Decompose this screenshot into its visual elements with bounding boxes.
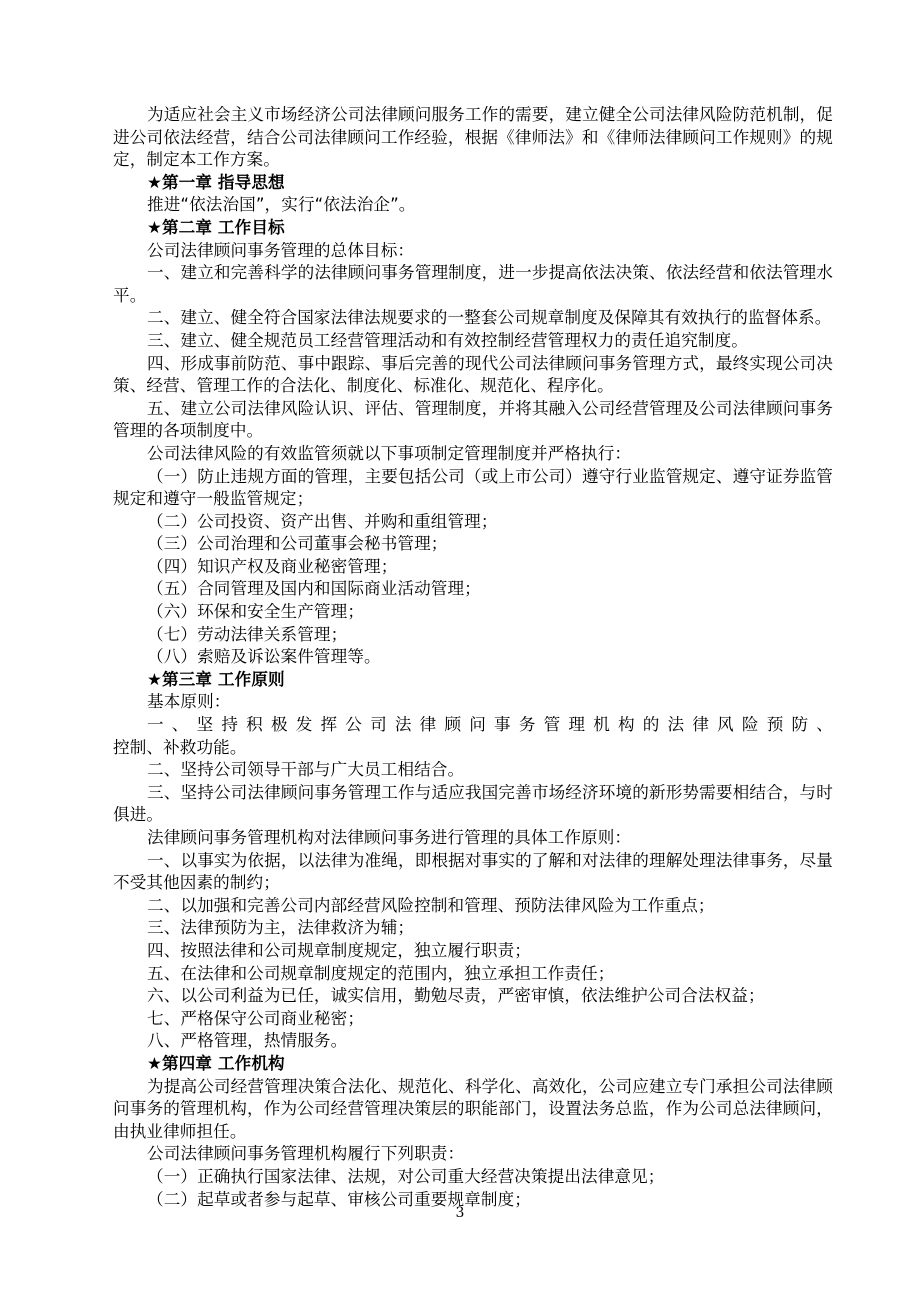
paragraph: 公司法律风险的有效监管须就以下事项制定管理制度并严格执行： — [147, 443, 632, 463]
chapter-heading: ★第三章 工作原则 — [147, 669, 285, 689]
paragraph: 二、以加强和完善公司内部经营风险控制和管理、预防法律风险为工作重点； — [147, 895, 715, 915]
chapter-heading: ★第二章 工作目标 — [147, 217, 285, 237]
paragraph: （一）防止违规方面的管理，主要包括公司（或上市公司）遵守行业监管规定、遵守证券监管规定和遵守一般监管规定； — [113, 466, 833, 509]
paragraph: 公司法律顾问事务管理机构履行下列职责： — [147, 1144, 465, 1164]
paragraph: 为提高公司经营管理决策合法化、规范化、科学化、高效化，公司应建立专门承担公司法律顾问事务的管理机构，作为公司经营管理决策层的职能部门，设置法务总监，作为公司总法律顾问，由执业律师担任。 — [113, 1076, 833, 1141]
paragraph: （四）知识产权及商业秘密管理； — [147, 556, 398, 576]
paragraph: 为适应社会主义市场经济公司法律顾问服务工作的需要，建立健全公司法律风险防范机制，促进公司依法经营，结合公司法律顾问工作经验，根据《律师法》和《律师法律顾问工作规则》的规定，制定本工作方案。 — [113, 105, 833, 170]
paragraph: 三、建立、健全规范员工经营管理活动和有效控制经营管理权力的责任追究制度。 — [147, 330, 748, 350]
page-number: 3 — [455, 1205, 465, 1221]
paragraph: （七）劳动法律关系管理； — [147, 624, 348, 644]
paragraph: 一、建立和完善科学的法律顾问事务管理制度，进一步提高依法决策、依法经营和依法管理水平。 — [113, 263, 833, 305]
paragraph: （五）合同管理及国内和国际商业活动管理； — [147, 579, 481, 599]
paragraph: （八）索赔及诉讼案件管理等。 — [147, 647, 381, 667]
paragraph: （二）起草或者参与起草、审核公司重要规章制度； — [147, 1189, 531, 1209]
paragraph: 二、建立、健全符合国家法律法规要求的一整套公司规章制度及保障其有效执行的监督体系。 — [147, 308, 832, 328]
paragraph: 三、坚持公司法律顾问事务管理工作与适应我国完善市场经济环境的新形势需要相结合，与时俱进。 — [113, 782, 833, 825]
chapter-heading: ★第一章 指导思想 — [147, 172, 285, 192]
paragraph: 法律顾问事务管理机构对法律顾问事务进行管理的具体工作原则： — [147, 828, 632, 847]
paragraph: 一、以事实为依据，以法律为准绳，即根据对事实的了解和对法律的理解处理法律事务，尽量不受其他因素的制约； — [113, 850, 833, 893]
paragraph: （三）公司治理和公司董事会秘书管理； — [147, 534, 448, 554]
paragraph: （二）公司投资、资产出售、并购和重组管理； — [147, 511, 498, 531]
paragraph: 七、严格保守公司商业秘密； — [147, 1008, 365, 1028]
paragraph: 公司法律顾问事务管理的总体目标： — [147, 240, 415, 260]
paragraph: 四、按照法律和公司规章制度规定，独立履行职责； — [147, 940, 531, 960]
paragraph: 五、在法律和公司规章制度规定的范围内，独立承担工作责任； — [147, 963, 615, 983]
paragraph: （一）正确执行国家法律、法规，对公司重大经营决策提出法律意见； — [147, 1166, 665, 1186]
paragraph: 控制、补救功能。 — [113, 737, 247, 757]
paragraph: 六、以公司利益为已任，诚实信用，勤勉尽责，严密审慎，依法维护公司合法权益； — [147, 986, 765, 1006]
paragraph: 一、坚持积极发挥公司法律顾问事务管理机构的法律风险预防、 — [147, 715, 833, 735]
paragraph: （六）环保和安全生产管理； — [147, 602, 365, 622]
paragraph: 基本原则： — [147, 692, 231, 712]
chapter-heading: ★第四章 工作机构 — [147, 1053, 285, 1073]
paragraph: 八、严格管理，热情服务。 — [147, 1031, 348, 1051]
document-body — [113, 104, 833, 1211]
paragraph: 二、坚持公司领导干部与广大员工相结合。 — [147, 760, 465, 780]
paragraph: 推进“依法治国”，实行“依法治企”。 — [147, 195, 416, 215]
paragraph: 三、法律预防为主，法律救济为辅； — [147, 918, 415, 938]
paragraph: 五、建立公司法律风险认识、评估、管理制度，并将其融入公司经营管理及公司法律顾问事务管理的各项制度中。 — [113, 398, 833, 441]
paragraph: 四、形成事前防范、事中跟踪、事后完善的现代公司法律顾问事务管理方式，最终实现公司决策、经营、管理工作的合法化、制度化、标准化、规范化、程序化。 — [113, 353, 833, 396]
